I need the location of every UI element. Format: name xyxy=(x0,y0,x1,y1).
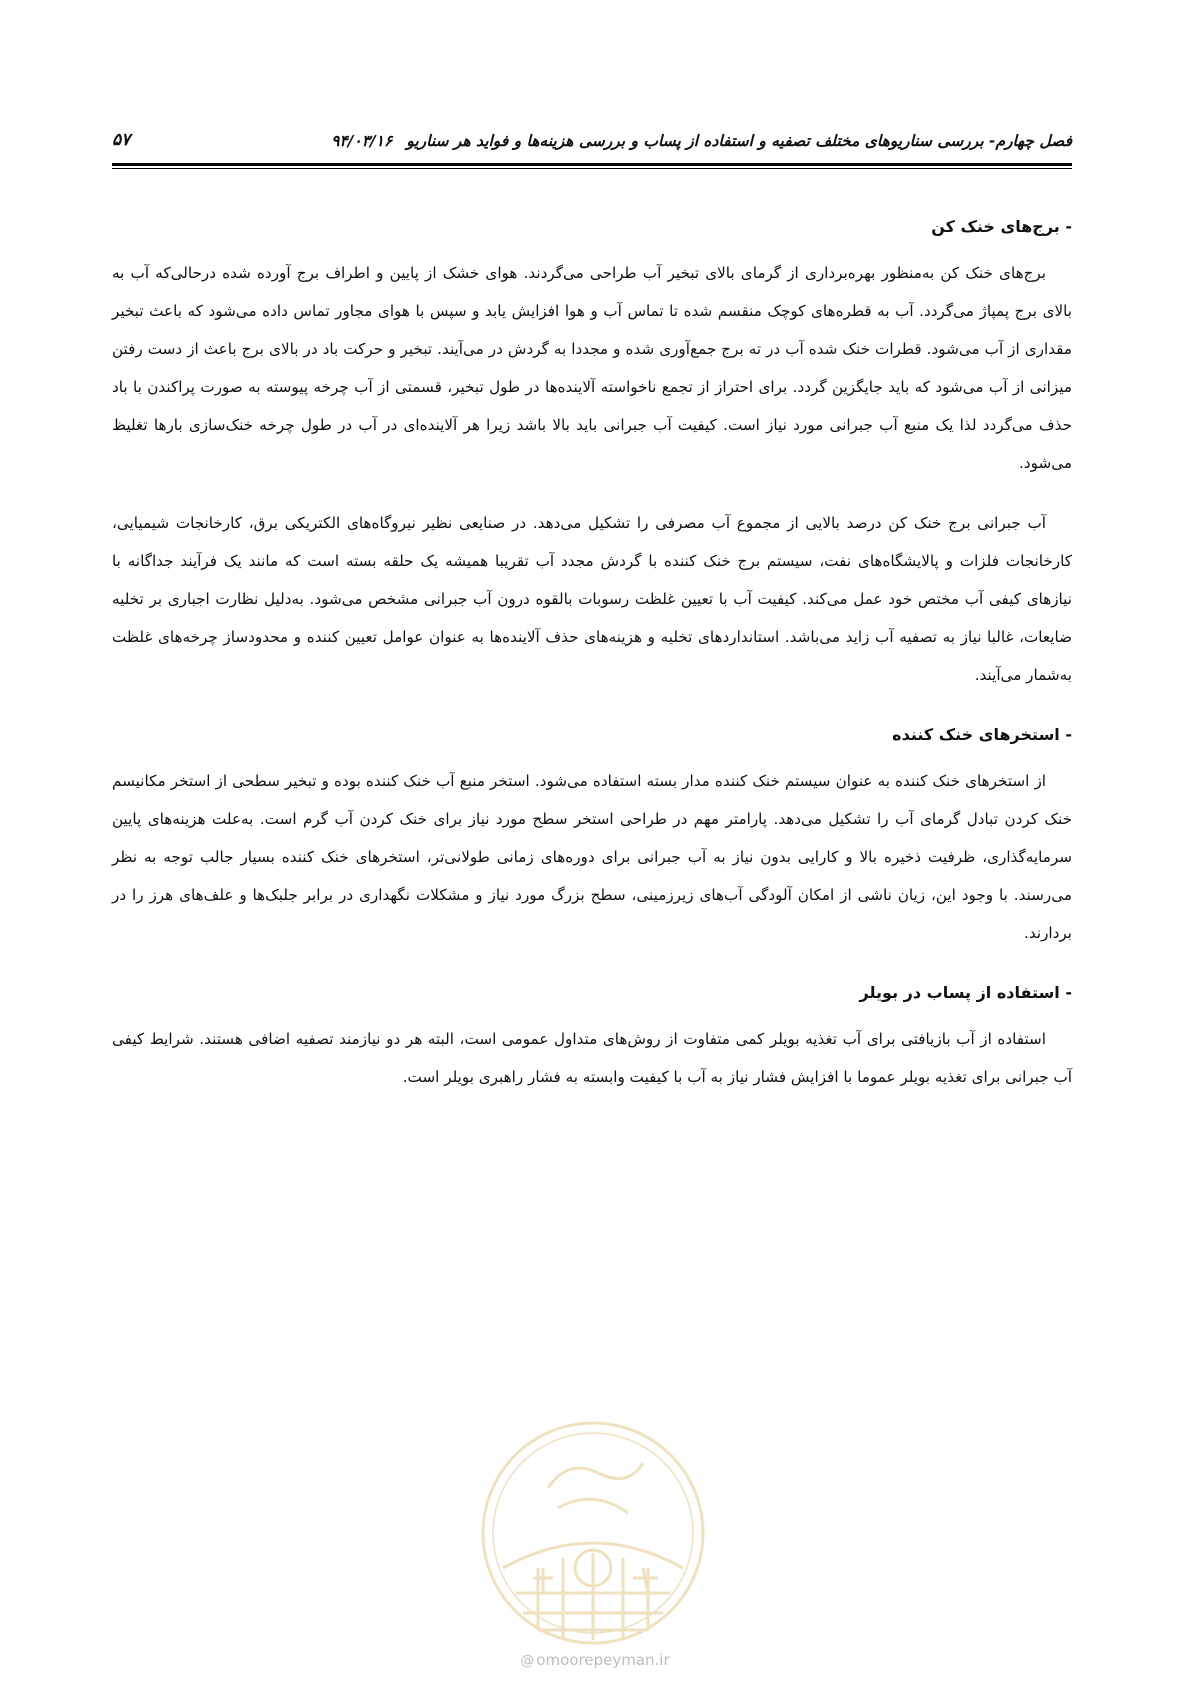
page-number: ۵۷ xyxy=(112,130,131,150)
paragraph: از استخرهای خنک کننده به عنوان سیستم خنک کننده مدار بسته استفاده می‌شود. استخر منبع آب خنک کننده بوده و تبخیر سطحی از استخر مکانیسم خنک کردن تبادل گرمای آب را تشکیل می‌دهد. پارامتر مهم در طراحی استخر سطح مورد نیاز برای خنک کردن آب گرم است. به‌علت هزینه‌های پایین سرمایه‌گذاری، ظرفیت ذخیره بالا و کارایی بدون نیاز به آب جبرانی برای دوره‌های زمانی طولانی‌تر، استخرهای خنک کننده بسیار جالب توجه به نظر می‌رسند. با وجود این، زیان ناشی از امکان آلودگی آب‌های زیرزمینی، سطح بزرگ مورد نیاز و مشکلات نگهداری در برابر جلبک‌ها و علف‌های هرز را در بردارند. xyxy=(112,772,1072,942)
watermark-seal-logo xyxy=(478,1418,708,1648)
header-date: ۹۴/۰۳/۱۶ xyxy=(331,132,393,150)
header-rule-thick xyxy=(112,163,1072,166)
footer-website xyxy=(0,1651,1190,1669)
paragraph: استفاده از آب بازیافتی برای آب تغذیه بویلر کمی متفاوت از روش‌های متداول عمومی است، البته هر دو نیازمند تصفیه اضافی هستند. شرایط کیفی آب جبرانی برای تغذیه بویلر عموما با افزایش فشار نیاز به آب با کیفیت وابسته به فشار راهبری بویلر است. xyxy=(112,1030,1072,1086)
paragraph: آب جبرانی برج خنک کن درصد بالایی از مجموع آب مصرفی را تشکیل می‌دهد. در صنایعی نظیر نیروگاه‌های الکتریکی برق، کارخانجات شیمیایی، کارخانجات فلزات و پالایشگاه‌های نفت، سیستم برج خنک کننده با گردش مجدد آب تقریبا همیشه یک حلقه بسته است که مانند یک فرآیند جداگانه با نیازهای کیفی آب مختص خود عمل می‌کند. کیفیت آب با تعیین غلظت رسوبات بالقوه درون آب جبرانی مشخص می‌شود. به‌دلیل نظارت اجباری بر تخلیه ضایعات، غالبا نیاز به تصفیه آب زاید می‌باشد. استانداردهای تخلیه و هزینه‌های حذف آلاینده‌ها به عنوان عوامل تعیین کننده و محدودساز چرخه‌های غلظت به‌شمار می‌آیند. xyxy=(112,514,1072,684)
section-heading-cooling-ponds: - استخرهای خنک کننده xyxy=(892,725,1072,744)
header-title-line xyxy=(331,132,1072,150)
at-sign-icon: @ xyxy=(520,1653,535,1669)
section-heading-boiler-use: - استفاده از پساب در بویلر xyxy=(859,983,1072,1002)
header-rule-thin xyxy=(112,168,1072,169)
paragraph: برج‌های خنک کن به‌منظور بهره‌برداری از گرمای بالای تبخیر آب طراحی می‌گردند. هوای خشک از پایین و اطراف برج آورده شده درحالی‌که آب به بالای برج پمپاژ می‌گردد. آب به قطره‌های کوچک منقسم شده تا تماس آب و هوا افزایش یابد و سپس با هوای مجاور تماس داده می‌شود که باعث تبخیر مقداری از آب می‌شود. قطرات خنک شده آب در ته برج جمع‌آوری شده و مجددا به گردش در می‌آیند. تبخیر و حرکت باد در بالای برج باعث از دست رفتن میزانی از آب می‌شود که باید جایگزین گردد. برای احتراز از تجمع ناخواسته آلاینده‌ها در طول تبخیر، قسمتی از آب چرخه پیوسته به صورت پراکندن با باد حذف می‌گردد لذا یک منبع آب جبرانی مورد نیاز است. کیفیت آب جبرانی باید بالا باشد زیرا هر آلاینده‌ای در آب در طول چرخه خنک‌سازی بارها تغلیظ می‌شود. xyxy=(112,264,1072,472)
chapter-title: فصل چهارم- بررسی سناریوهای مختلف تصفیه و استفاده از پساب و بررسی هزینه‌ها و فواید هر سناریو xyxy=(406,132,1072,150)
running-header xyxy=(112,128,1072,156)
section-heading-cooling-towers: - برج‌های خنک کن xyxy=(931,217,1072,236)
website-url: omoorepeyman.ir xyxy=(536,1651,670,1669)
body-text xyxy=(112,208,1072,1096)
